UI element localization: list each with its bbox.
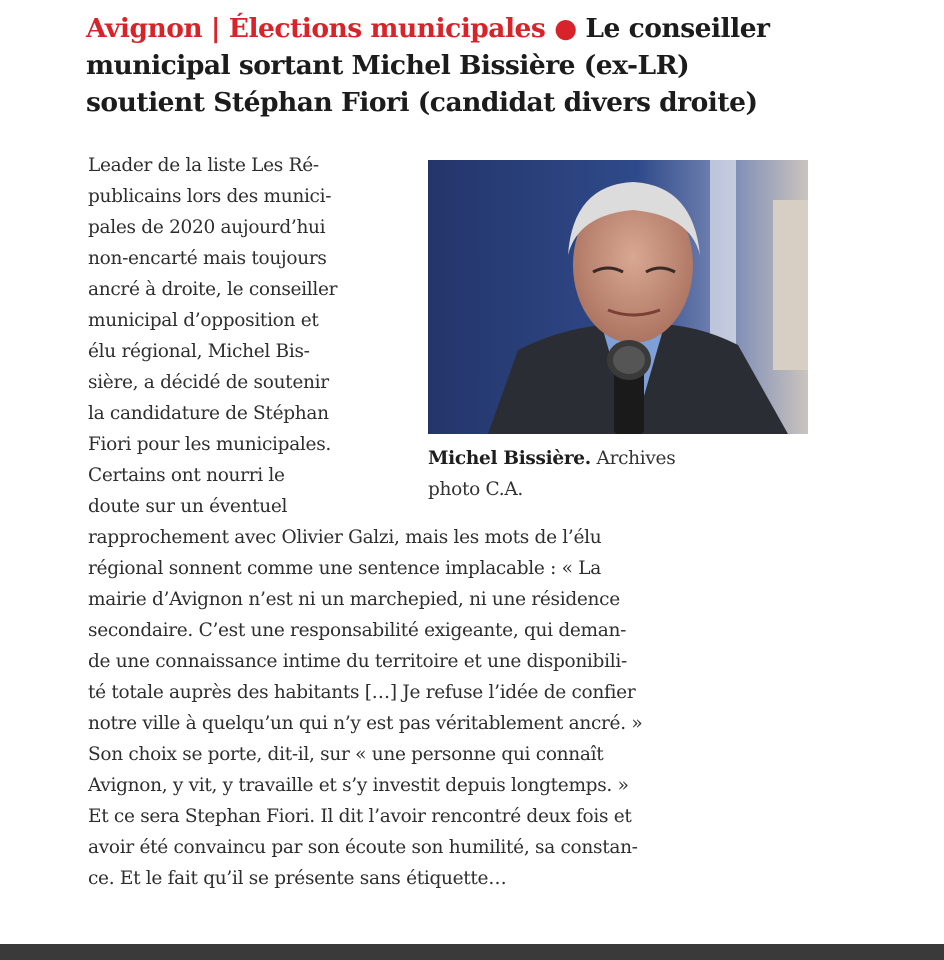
caption-name: Michel Bissière. (428, 448, 591, 469)
body-line: ancré à droite, le conseiller (88, 279, 338, 300)
headline (86, 10, 826, 121)
headline-kicker: Avignon | Élections municipales (86, 13, 546, 44)
body-line: secondaire. C’est une responsabilité exigeante, qui deman- (88, 620, 627, 641)
body-line: Son choix se porte, dit-il, sur « une personne qui connaît (88, 744, 604, 765)
body-line: élu régional, Michel Bis- (88, 341, 310, 362)
body-line: régional sonnent comme une sentence implacable : « La (88, 558, 601, 579)
bottom-bar (0, 944, 944, 960)
body-line: rapprochement avec Olivier Galzi, mais les mots de l’élu (88, 527, 602, 548)
body-line: Avignon, y vit, y travaille et s’y investit depuis longtemps. » (88, 775, 629, 796)
body-line: municipal d’opposition et (88, 310, 319, 331)
body-line: avoir été convaincu par son écoute son humilité, sa constan- (88, 837, 638, 858)
body-line: Fiori pour les municipales. (88, 434, 331, 455)
body-line: Et ce sera Stephan Fiori. Il dit l’avoir rencontré deux fois et (88, 806, 632, 827)
caption-credit: Archives (590, 448, 676, 469)
body-line: ce. Et le fait qu’il se présente sans étiquette… (88, 868, 507, 889)
body-line: publicains lors des munici- (88, 186, 332, 207)
body-line: Leader de la liste Les Ré- (88, 155, 319, 176)
headline-line1-rest: Le conseiller (576, 13, 770, 44)
body-line: non-encarté mais toujours (88, 248, 327, 269)
body-line: doute sur un éventuel (88, 496, 288, 517)
body-line: de une connaissance intime du territoire et une disponibili- (88, 651, 627, 672)
photo-caption (428, 443, 818, 505)
body-line: la candidature de Stéphan (88, 403, 329, 424)
body-line: Certains ont nourri le (88, 465, 285, 486)
body-line: mairie d’Avignon n’est ni un marchepied, ni une résidence (88, 589, 620, 610)
caption-credit-line2: photo C.A. (428, 479, 523, 500)
body-line: pales de 2020 aujourd’hui (88, 217, 326, 238)
body-line: té totale auprès des habitants […] Je refuse l’idée de confier (88, 682, 636, 703)
article-body (88, 150, 826, 894)
body-line: notre ville à quelqu’un qui n’y est pas véritablement ancré. » (88, 713, 643, 734)
bullet-icon: ● (554, 13, 577, 44)
body-line: sière, a décidé de soutenir (88, 372, 329, 393)
headline-line3: soutient Stéphan Fiori (candidat divers droite) (86, 87, 758, 118)
headline-line2: municipal sortant Michel Bissière (ex-LR) (86, 50, 690, 81)
